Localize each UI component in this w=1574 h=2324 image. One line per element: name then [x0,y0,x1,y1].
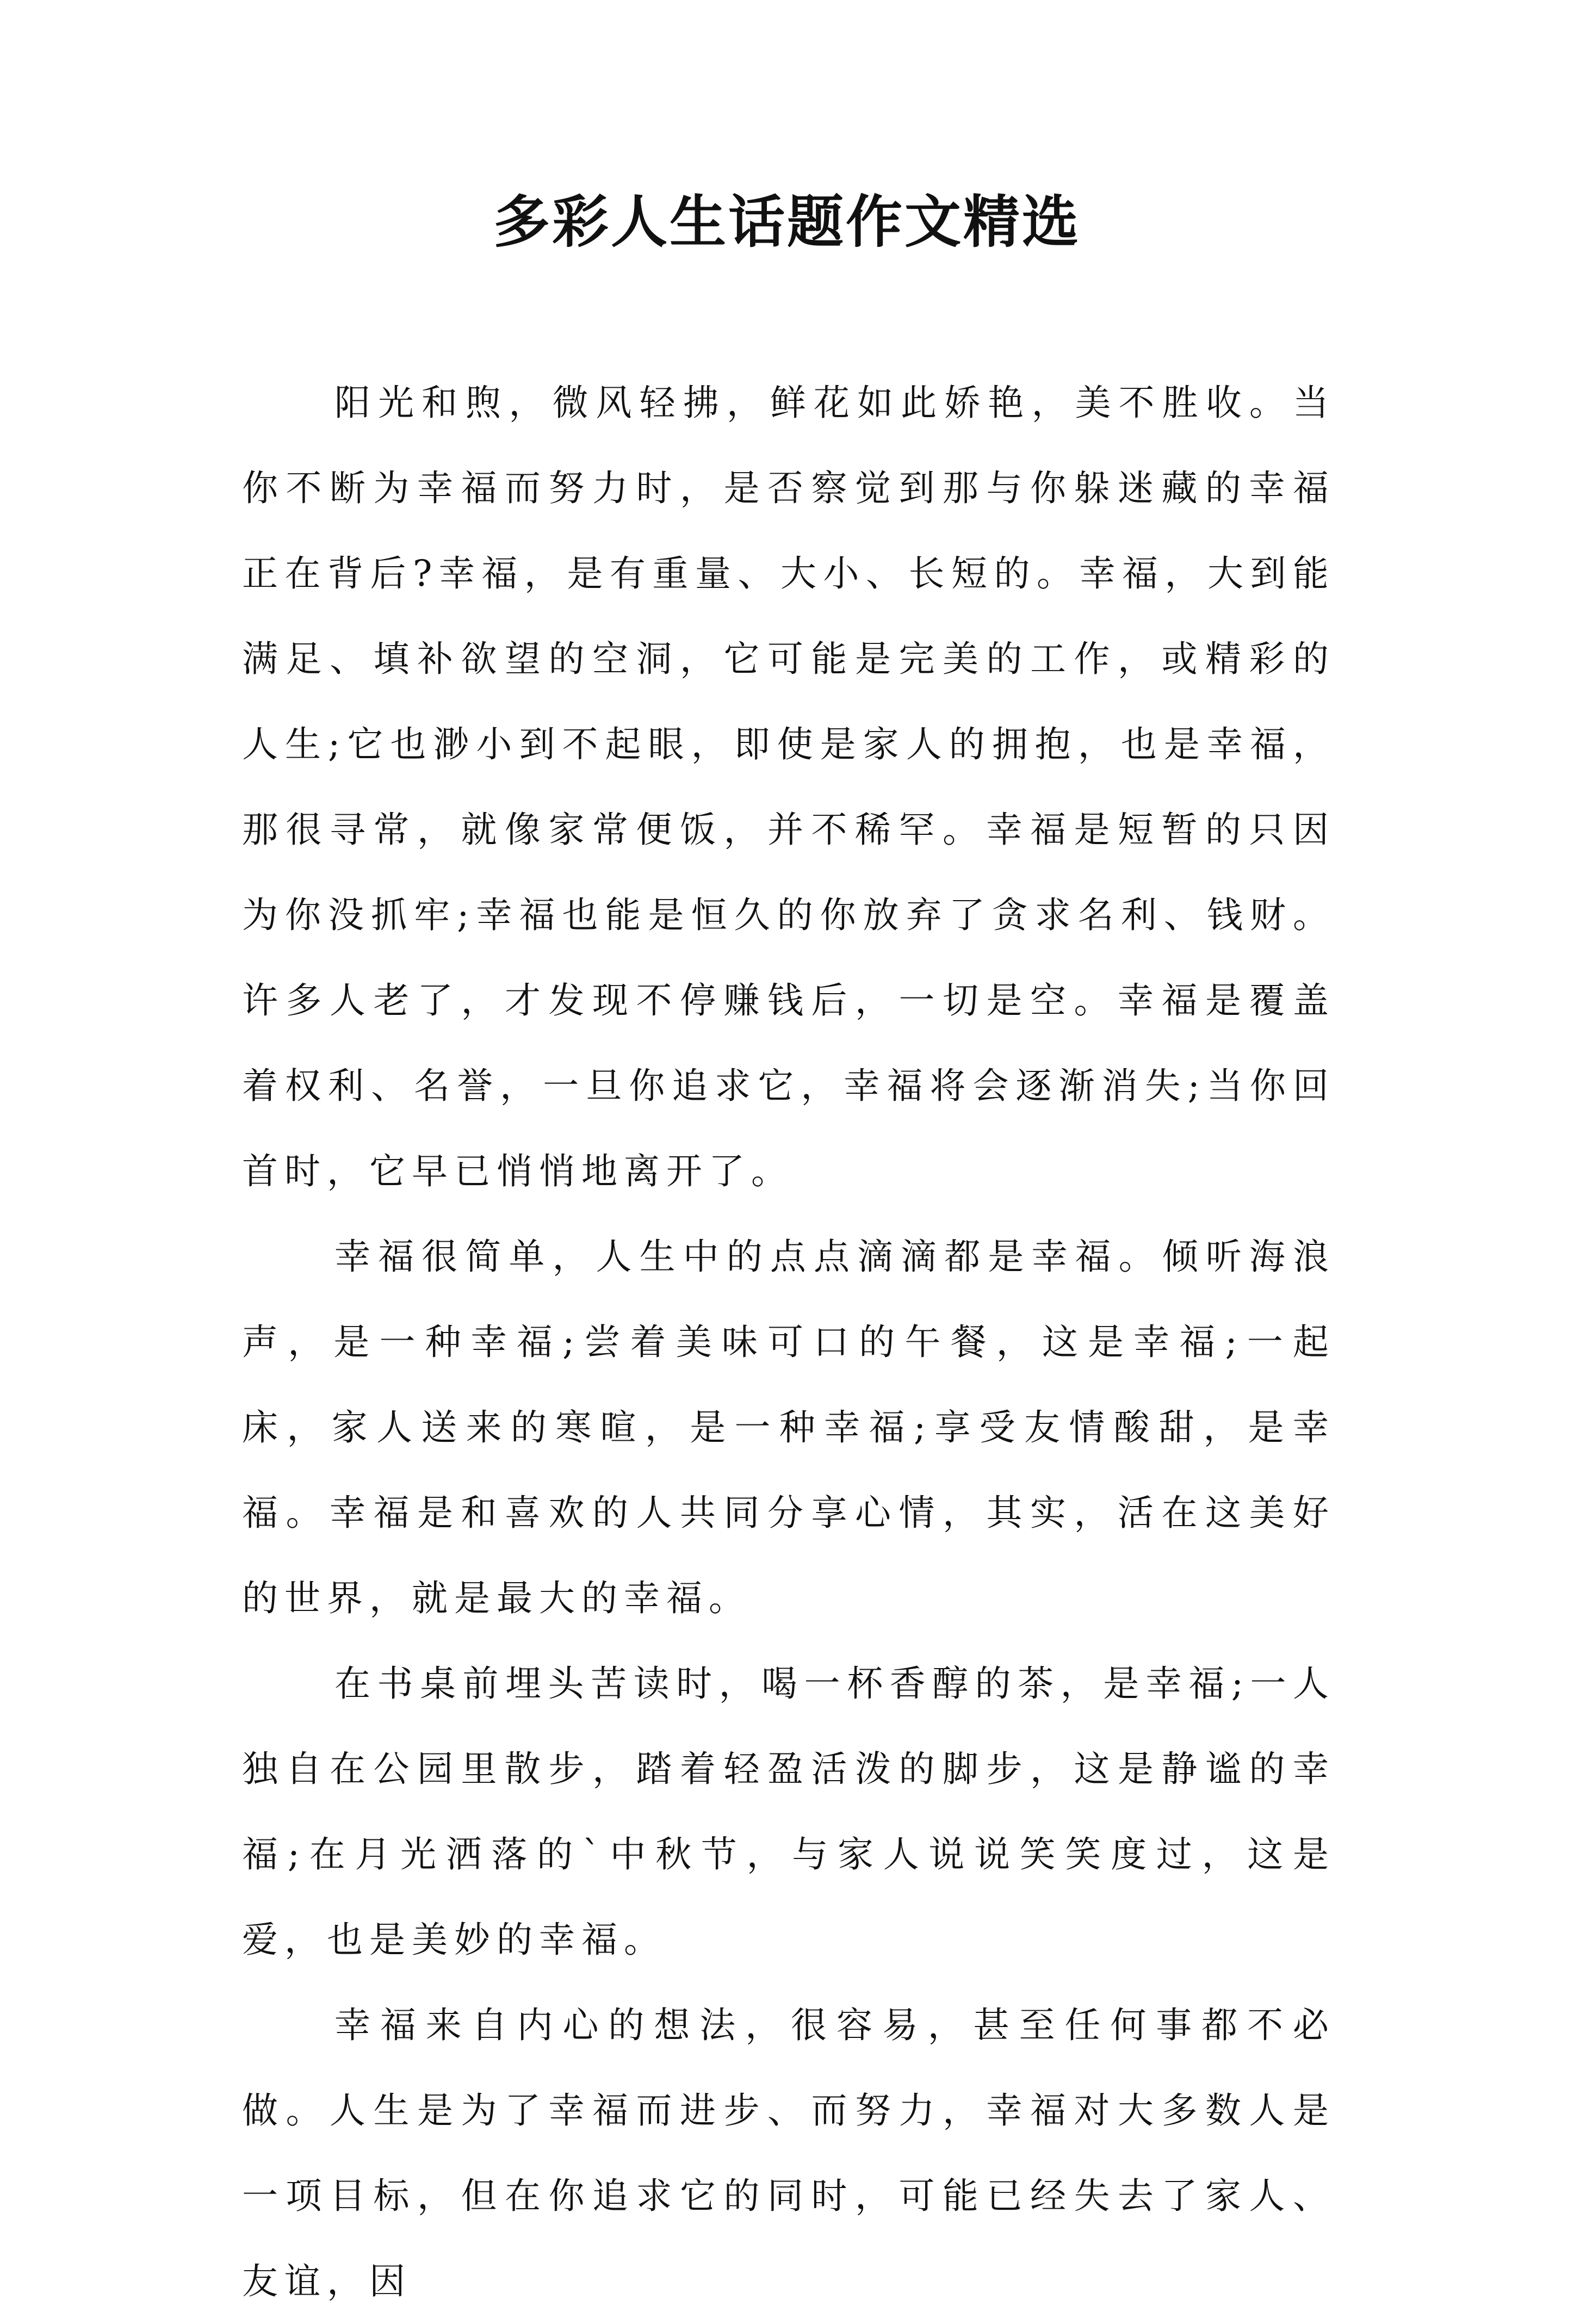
paragraph-2: 幸福很简单，人生中的点点滴滴都是幸福。倾听海浪声，是一种幸福;尝着美味可口的午餐，这是幸福;一起床，家人送来的寒暄，是一种幸福;享受友情酸甜，是幸福。幸福是和喜欢的人共同分享心情，其实，活在这美好的世界，就是最大的幸福。 [242,1236,1335,1619]
paragraph-1: 阳光和煦，微风轻拂，鲜花如此娇艳，美不胜收。当你不断为幸福而努力时，是否察觉到那与你躲迷藏的幸福正在背后?幸福，是有重量、大小、长短的。幸福，大到能满足、填补欲望的空洞，它可能是完美的工作，或精彩的人生;它也渺小到不起眼，即使是家人的拥抱，也是幸福，那很寻常，就像家常便饭，并不稀罕。幸福是短暂的只因为你没抓牢;幸福也能是恒久的你放弃了贪求名利、钱财。许多人老了，才发现不停赚钱后，一切是空。幸福是覆盖着权利、名誉，一旦你追求它，幸福将会逐渐消失;当你回首时，它早已悄悄地离开了。 [242,382,1335,1192]
document-title: 多彩人生话题作文精选 [493,188,1081,255]
paragraph-4: 幸福来自内心的想法，很容易，甚至任何事都不必做。人生是为了幸福而进步、而努力，幸福对大多数人是一项目标，但在你追求它的同时，可能已经失去了家人、友谊，因 [242,2004,1335,2302]
paragraph-3: 在书桌前埋头苦读时，喝一杯香醇的茶，是幸福;一人独自在公园里散步，踏着轻盈活泼的脚步，这是静谧的幸福;在月光洒落的`中秋节，与家人说说笑笑度过，这是爱，也是美妙的幸福。 [242,1663,1335,1961]
document-body [242,360,1335,2324]
